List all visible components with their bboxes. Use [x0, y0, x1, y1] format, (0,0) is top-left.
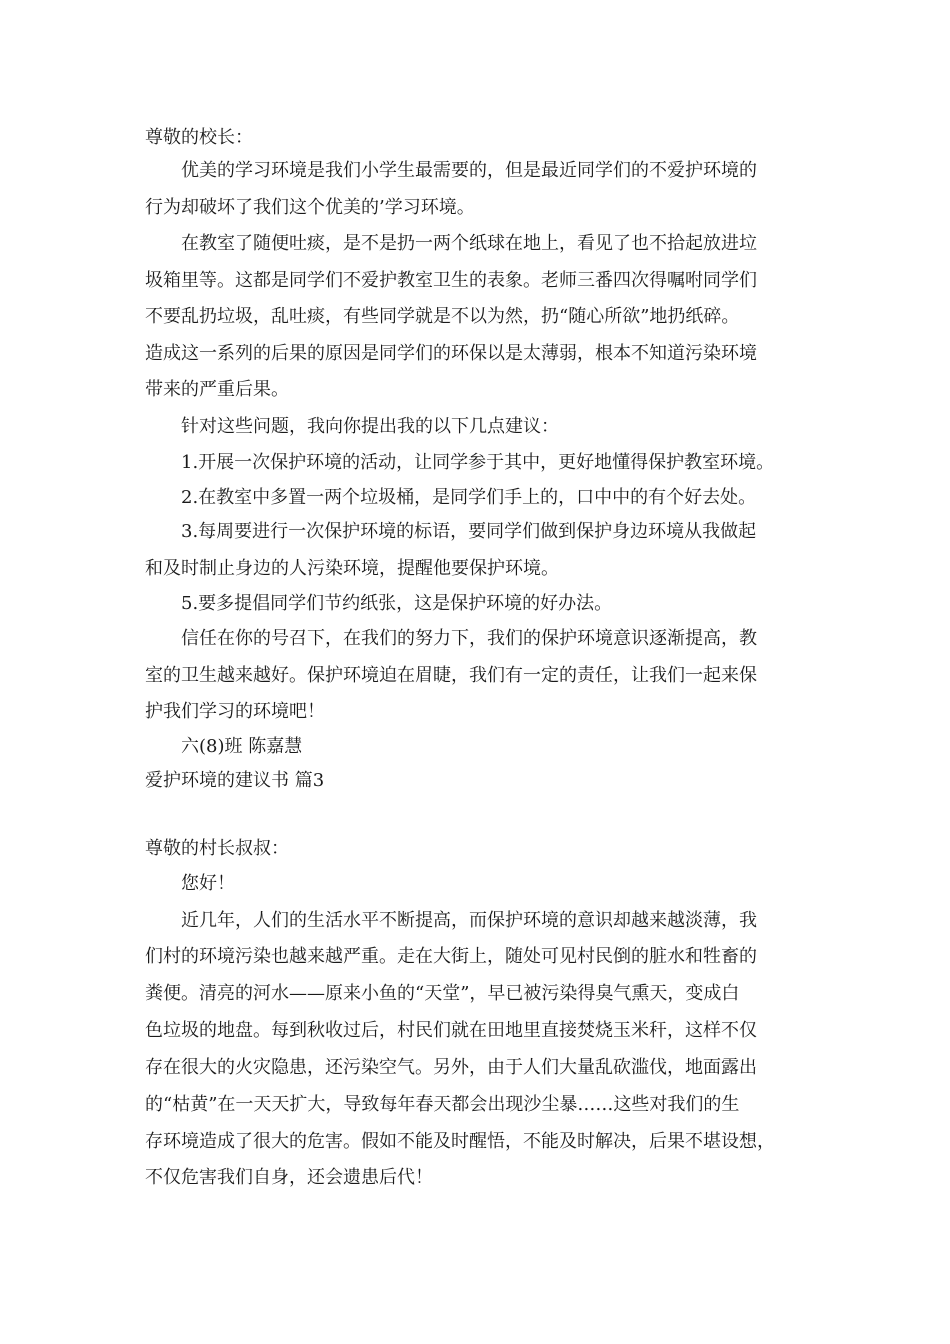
letter1-signature: 六(8)班 陈嘉慧 — [181, 736, 303, 757]
letter1-paragraph-line: 圾箱里等。这都是同学们不爱护教室卫生的表象。老师三番四次得嘱咐同学们 — [145, 270, 757, 291]
letter2-greeting: 您好！ — [181, 873, 235, 894]
suggestion-item: 1.开展一次保护环境的活动，让同学参于其中，更好地懂得保护教室环境。 — [181, 452, 775, 473]
suggestion-item: 2.在教室中多置一两个垃圾桶，是同学们手上的，口中中的有个好去处。 — [181, 487, 757, 508]
letter2-paragraph-line: 的“枯黄”在一天天扩大，导致每年春天都会出现沙尘暴……这些对我们的生 — [145, 1094, 740, 1115]
letter1-paragraph-line: 行为却破坏了我们这个优美的’学习环境。 — [145, 197, 475, 218]
letter2-salutation: 尊敬的村长叔叔： — [145, 838, 289, 859]
letter1-salutation: 尊敬的校长： — [145, 127, 253, 148]
letter1-paragraph-line: 护我们学习的环境吧！ — [145, 701, 325, 722]
letter1-paragraph-line: 在教室了随便吐痰，是不是扔一两个纸球在地上，看见了也不拾起放进垃 — [181, 233, 757, 254]
section-title: 爱护环境的建议书 篇3 — [145, 770, 325, 791]
letter1-paragraph-line: 造成这一系列的后果的原因是同学们的环保以是太薄弱，根本不知道污染环境 — [145, 343, 757, 364]
letter1-paragraph-line: 室的卫生越来越好。保护环境迫在眉睫，我们有一定的责任，让我们一起来保 — [145, 665, 757, 686]
letter2-paragraph-line: 近几年，人们的生活水平不断提高，而保护环境的意识却越来越淡薄，我 — [181, 910, 757, 931]
letter1-paragraph-line: 带来的严重后果。 — [145, 379, 289, 400]
letter1-paragraph-line: 针对这些问题，我向你提出我的以下几点建议： — [181, 416, 559, 437]
letter1-paragraph-line: 信任在你的号召下，在我们的努力下，我们的保护环境意识逐渐提高，教 — [181, 628, 757, 649]
letter2-paragraph-line: 存在很大的火灾隐患，还污染空气。另外，由于人们大量乱砍滥伐，地面露出 — [145, 1057, 757, 1078]
suggestion-item: 5.要多提倡同学们节约纸张，这是保护环境的好办法。 — [181, 593, 613, 614]
letter2-paragraph-line: 粪便。清亮的河水——原来小鱼的“天堂”，早已被污染得臭气熏天，变成白 — [145, 983, 740, 1004]
letter1-paragraph-line: 不要乱扔垃圾，乱吐痰，有些同学就是不以为然，扔“随心所欲”地扔纸碎。 — [145, 306, 740, 327]
letter2-paragraph-line: 们村的环境污染也越来越严重。走在大街上，随处可见村民倒的脏水和牲畜的 — [145, 946, 757, 967]
letter1-paragraph-line: 和及时制止身边的人污染环境，提醒他要保护环境。 — [145, 558, 559, 579]
letter2-paragraph-line: 存环境造成了很大的危害。假如不能及时醒悟，不能及时解决，后果不堪设想， — [145, 1131, 775, 1152]
letter2-paragraph-line: 不仅危害我们自身，还会遗患后代！ — [145, 1167, 433, 1188]
letter1-paragraph-line: 优美的学习环境是我们小学生最需要的，但是最近同学们的不爱护环境的 — [181, 160, 757, 181]
letter2-paragraph-line: 色垃圾的地盘。每到秋收过后，村民们就在田地里直接焚烧玉米秆，这样不仅 — [145, 1020, 757, 1041]
suggestion-item: 3.每周要进行一次保护环境的标语，要同学们做到保护身边环境从我做起 — [181, 521, 757, 542]
